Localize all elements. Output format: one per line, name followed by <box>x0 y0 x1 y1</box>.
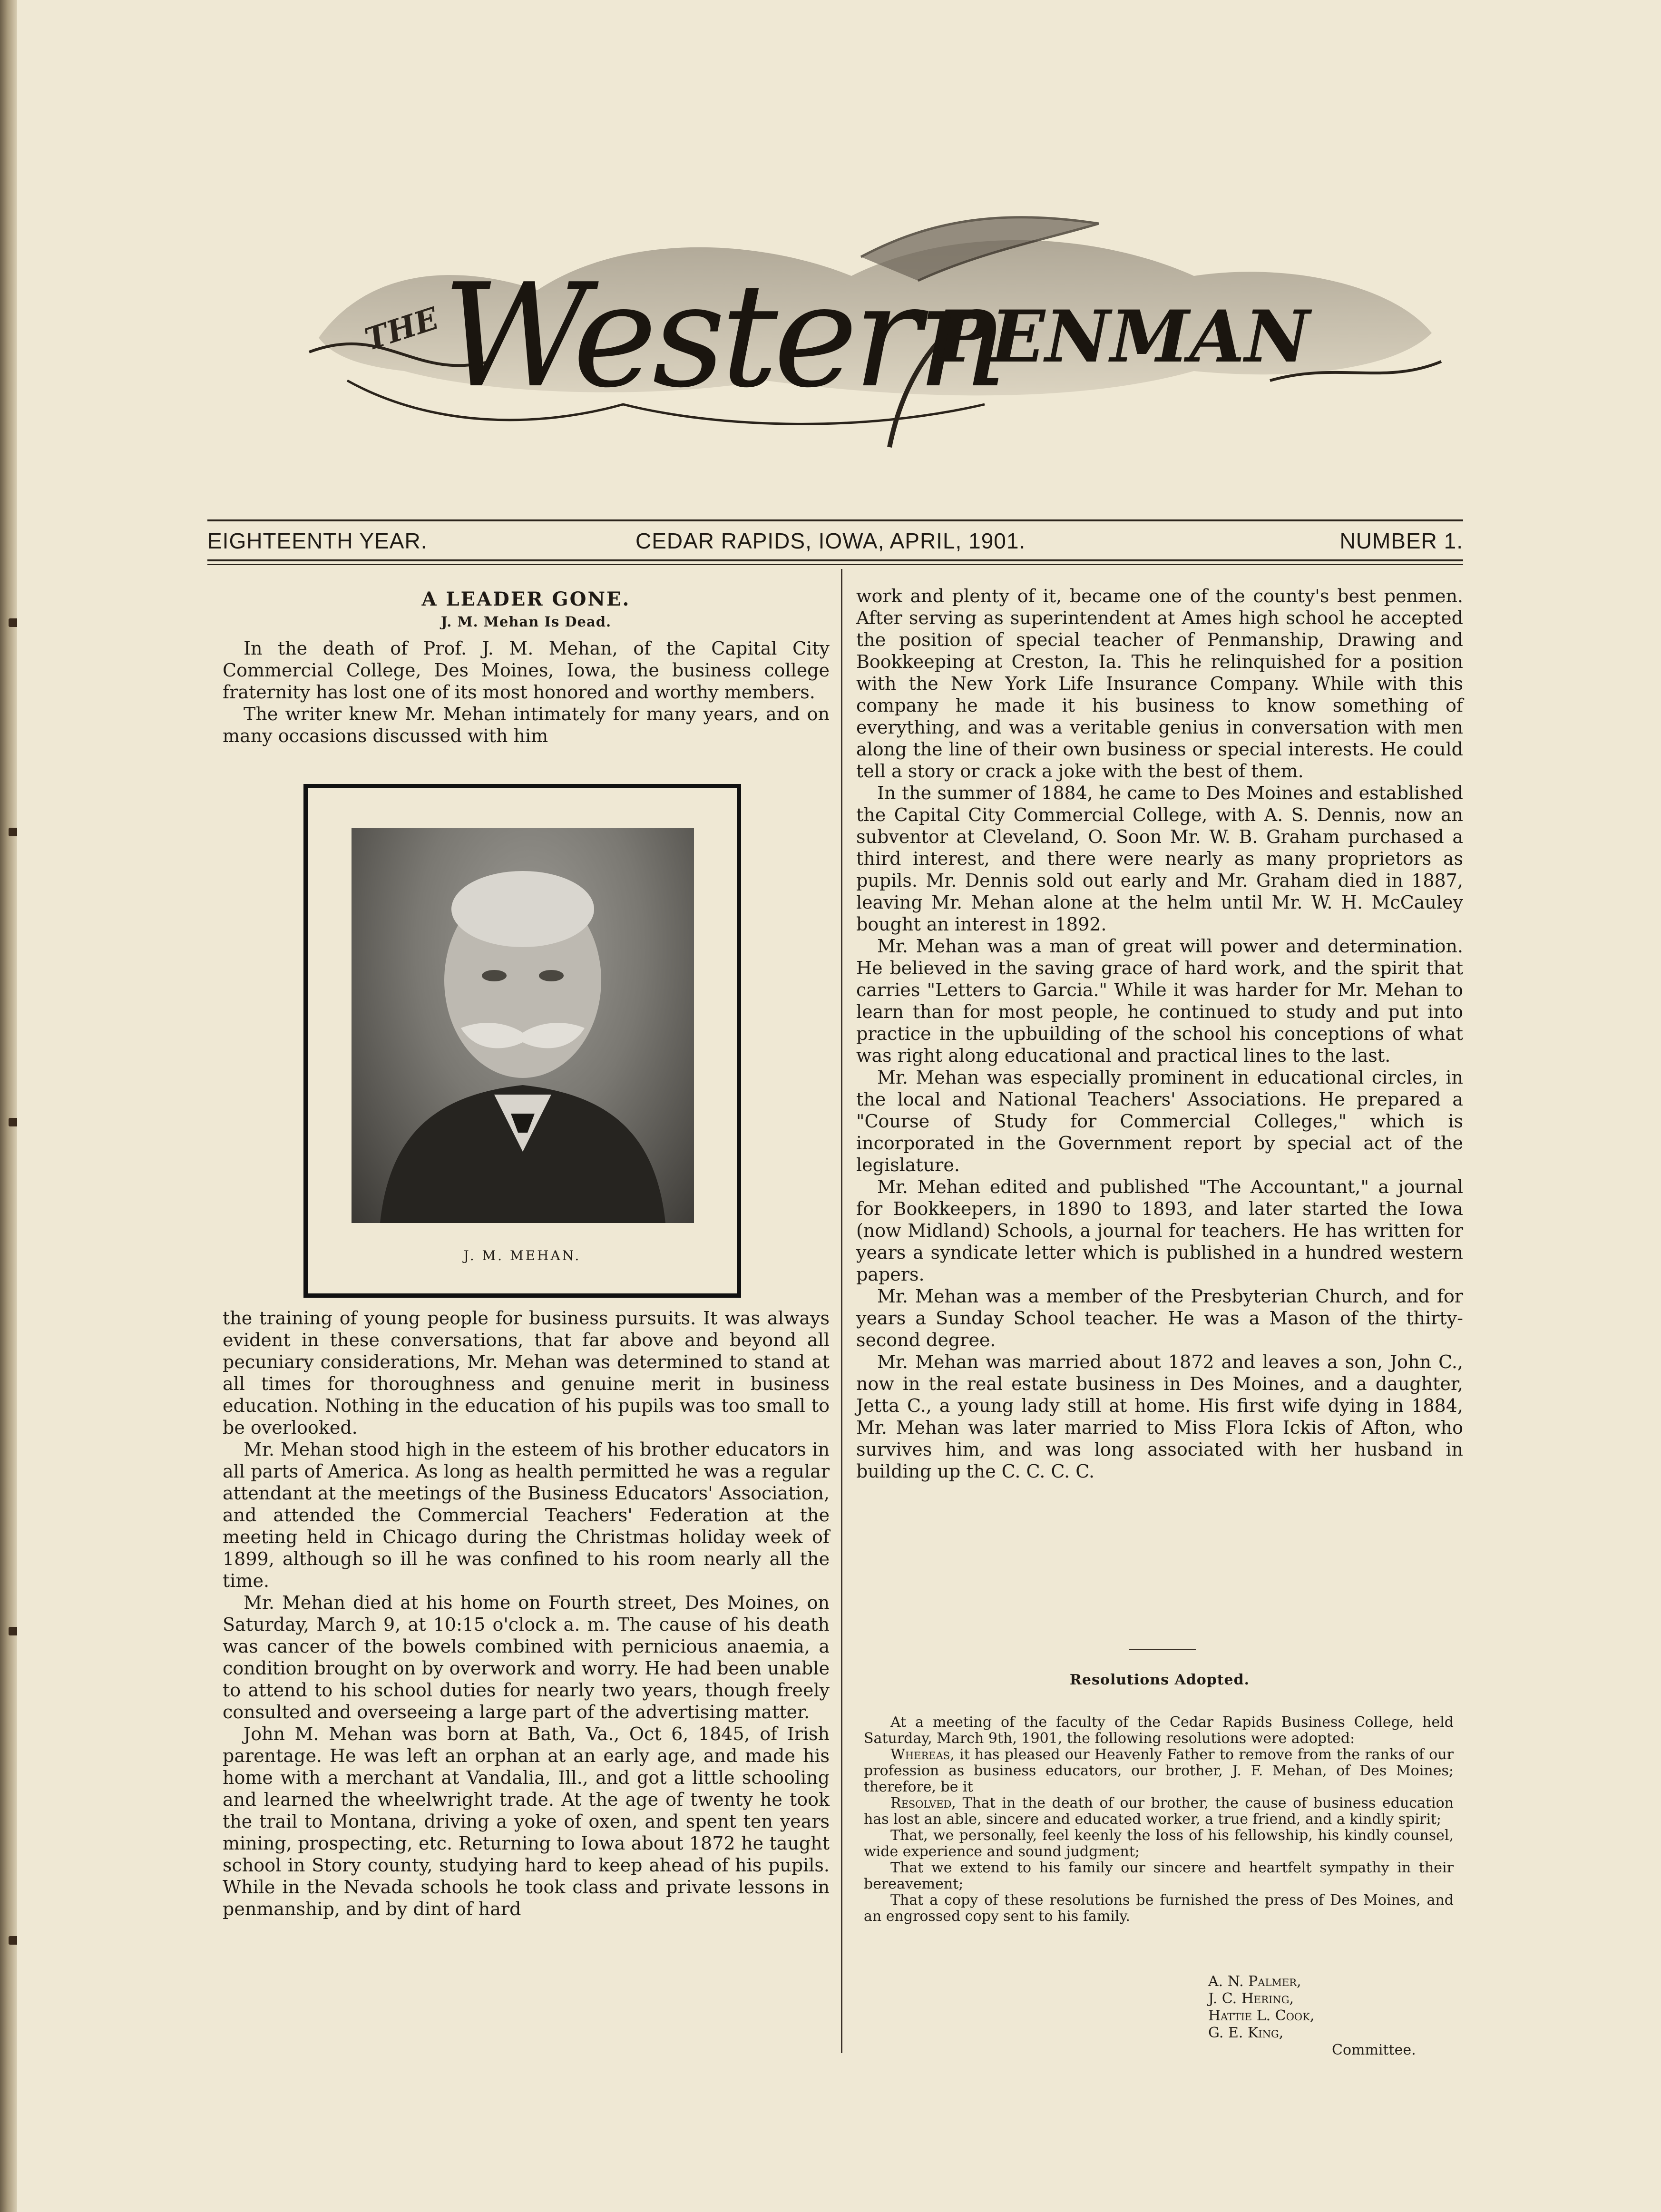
article-column-1-top <box>223 637 830 747</box>
header-rule-top <box>207 519 1463 521</box>
signer-name: J. C. Hering, <box>1208 1990 1294 2007</box>
section-separator <box>1129 1649 1196 1650</box>
resolutions-paragraph: That, we personally, feel keenly the loss of his fellowship, his kindly counsel, wide experience and sound judgment; <box>864 1827 1454 1860</box>
resolutions-title: Resolutions Adopted. <box>1069 1672 1250 1688</box>
signer-name: G. E. King, <box>1208 2025 1284 2041</box>
header-rule-bottom <box>207 559 1463 561</box>
resolved-label: Resolved, <box>890 1795 956 1811</box>
masthead-logo <box>290 181 1460 523</box>
committee-signers <box>1208 1973 1456 2059</box>
article-paragraph: John M. Mehan was born at Bath, Va., Oct 6, 1845, of Irish parentage. He was left an orphan at an early age, and made his home with a merchant at Vandalia, Ill., and got a little schooling and learned the wheelwright trade. At the age of twenty he took the trail to Montana, driving a yoke of oxen, and spent ten years mining, prospecting, etc. Returning to Iowa about 1872 he taught school in Story county, studying hard to keep ahead of his pupils. While in the Nevada schools he took class and private lessons in penmanship, and by dint of hard <box>223 1723 830 1919</box>
resolutions-resolved <box>864 1795 1454 1828</box>
masthead-penman: PENMAN <box>937 295 1310 379</box>
portrait-frame <box>303 784 741 1298</box>
signer-name: Hattie L. Cook, <box>1208 2007 1315 2024</box>
issue-location-date: CEDAR RAPIDS, IOWA, APRIL, 1901. <box>635 529 1026 553</box>
article-title: A LEADER GONE. <box>421 588 631 610</box>
portrait-photo <box>352 828 694 1223</box>
resolutions-paragraph: That we extend to his family our sincere and heartfelt sympathy in their bereavement; <box>864 1860 1454 1892</box>
article-paragraph: work and plenty of it, became one of the county's best penmen. After serving as superintendent at Ames high school he accepted the position of special teacher of Penmanship, Drawing and Bookkeeping at Creston, Ia. This he relinquished for a position with the New York Life Insurance Company. While with this company he made it his business to know something of everything, and was a veritable genius in conversation with men along the line of their own business or special interests. He could tell a story or crack a joke with the best of them. <box>856 586 1463 782</box>
article-paragraph: Mr. Mehan died at his home on Fourth street, Des Moines, on Saturday, March 9, at 10:15 o'clock a. m. The cause of his death was cancer of the bowels combined with pernicious anaemia, a condition brought on by overwork and worry. He had been unable to attend to his school duties for nearly two years, though freely consulted and overseeing a large part of the advertising matter. <box>223 1592 830 1723</box>
column-divider <box>841 569 842 2053</box>
article-paragraph: In the summer of 1884, he came to Des Moines and established the Capital City Commercial College, with A. S. Dennis, now an subventor at Cleveland, O. Soon Mr. W. B. Graham purchased a third interest, and there were nearly as many proprietors as pupils. Mr. Dennis sold out early and Mr. Graham died in 1887, leaving Mr. Mehan alone at the helm until Mr. W. H. McCauley bought an interest in 1892. <box>856 783 1463 935</box>
whereas-text: it has pleased our Heavenly Father to remove from the ranks of our profession as business educators, our brother, J. F. Mehan, of Des Moines; therefore, be it <box>864 1746 1454 1795</box>
header-rule-double <box>207 564 1463 565</box>
masthead-artwork <box>290 181 1460 523</box>
article-paragraph: Mr. Mehan was especially prominent in educational circles, in the local and National Teachers' Associations. He prepared a "Course of Study for Commercial Colleges," which is incorporated in the Government report by special act of the legislature. <box>856 1067 1463 1175</box>
article-paragraph: In the death of Prof. J. M. Mehan, of the Capital City Commercial College, Des Moines, Iowa, the business college fraternity has lost one of its most honored and worthy members. <box>223 638 830 703</box>
issue-header <box>207 528 1463 559</box>
masthead-western: Western <box>442 253 1004 419</box>
masthead-the: THE <box>361 301 443 358</box>
portrait-caption: J. M. MEHAN. <box>463 1248 581 1263</box>
article-paragraph: Mr. Mehan edited and published "The Accountant," a journal for Bookkeepers, in 1890 to 1893, and later started the Iowa (now Midland) Schools, a journal for teachers. He has written for years a syndicate letter which is published in a hundred western papers. <box>856 1176 1463 1285</box>
article-paragraph: Mr. Mehan was married about 1872 and leaves a son, John C., now in the real estate business in Des Moines, and a daughter, Jetta C., a young lady still at home. His first wife dying in 1884, Mr. Mehan was later married to Miss Flora Ickis of Afton, who survives him, and was long associated with her husband in building up the C. C. C. C. <box>856 1351 1463 1482</box>
book-spine <box>0 0 17 2212</box>
issue-number: NUMBER 1. <box>1339 529 1463 553</box>
article-paragraph: Mr. Mehan was a member of the Presbyterian Church, and for years a Sunday School teacher. He was a Mason of the thirty-second degree. <box>856 1286 1463 1351</box>
article-paragraph: The writer knew Mr. Mehan intimately for many years, and on many occasions discussed with him <box>223 704 830 746</box>
article-paragraph: Mr. Mehan stood high in the esteem of his brother educators in all parts of America. As long as health permitted he was a regular attendant at the meetings of the Business Educators' Association, and attended the Commercial Teachers' Federation at the meeting held in Chicago during the Christmas holiday week of 1899, although so ill he was confined to his room nearly all the time. <box>223 1439 830 1591</box>
article-subtitle: J. M. Mehan Is Dead. <box>440 614 612 630</box>
resolutions-whereas <box>864 1747 1454 1795</box>
article-column-1-bottom <box>223 1307 830 1920</box>
portrait-illustration <box>352 828 694 1223</box>
signer-name: A. N. Palmer, <box>1208 1973 1301 1990</box>
article-column-2 <box>856 585 1463 1482</box>
resolutions-intro: At a meeting of the faculty of the Cedar Rapids Business College, held Saturday, March 9th, 1901, the following resolutions were adopted: <box>864 1714 1454 1747</box>
article-paragraph: the training of young people for business pursuits. It was always evident in these conversations, that far above and beyond all pecuniary considerations, Mr. Mehan was determined to stand at all times for thoroughness and genuine merit in business education. Nothing in the education of his pupils was too small to be overlooked. <box>223 1308 830 1438</box>
issue-year: EIGHTEENTH YEAR. <box>207 529 428 553</box>
whereas-label: Whereas, <box>890 1746 955 1763</box>
resolutions-body <box>864 1714 1454 1925</box>
resolved-text: That in the death of our brother, the cause of business education has lost an able, sincere and educated worker, a true friend, and a kindly spirit; <box>864 1795 1454 1828</box>
resolutions-paragraph: That a copy of these resolutions be furnished the press of Des Moines, and an engrossed copy sent to his family. <box>864 1892 1454 1925</box>
article-paragraph: Mr. Mehan was a man of great will power and determination. He believed in the saving grace of hard work, and the spirit that carries "Letters to Garcia." While it was harder for Mr. Mehan to learn than for most people, he continued to study and put into practice in the upbuilding of the school his conceptions of what was right along educational and practical lines to the last. <box>856 936 1463 1066</box>
committee-label: Committee. <box>1332 2042 1416 2058</box>
